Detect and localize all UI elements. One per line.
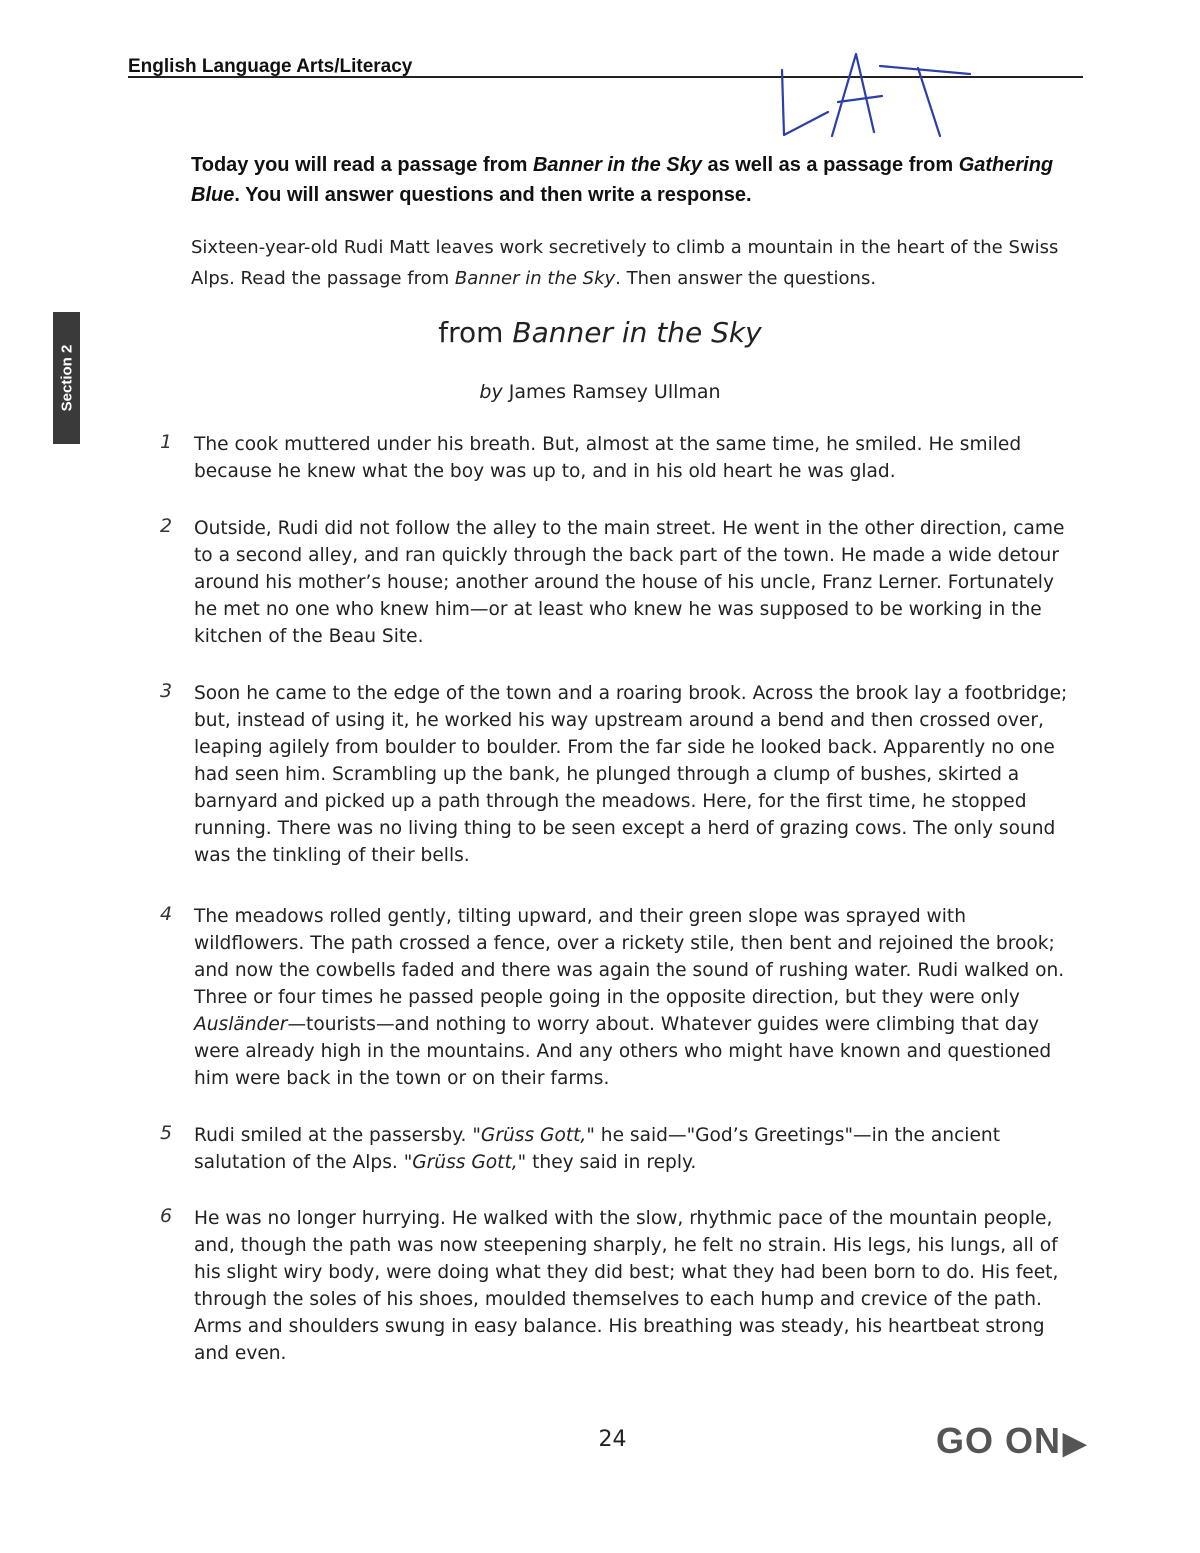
- paragraph-text: [194, 903, 1080, 1092]
- paragraph-text: He was no longer hurrying. He walked with the slow, rhythmic pace of the mountain people, and, though the path was now steepening sharply, he felt no strain. His legs, his lungs, all of his slight wiry body, were doing what they did best; what they had been born to do. His feet, through the soles of his shoes, moulded themselves to each hump and crevice of the path. Arms and shoulders swung in easy balance. His breathing was steady, his heartbeat strong and even.: [194, 1208, 1059, 1364]
- paragraph-4: [160, 903, 1080, 1092]
- paragraph-2: [160, 515, 1080, 650]
- instructions-summary: [191, 232, 1071, 294]
- page-header-title: English Language Arts/Literacy: [128, 56, 413, 77]
- passage-title-italic: Banner in the Sky: [512, 316, 762, 349]
- paragraph-text-part: The meadows rolled gently, tilting upward, and their green slope was sprayed with wildflowers. The path crossed a fence, over a rickety stile, then bent and rejoined the brook; and now the cowbells faded and there was again the sound of rushing water. Rudi walked on. Three or four times he passed people going in the opposite direction, but they were only: [194, 906, 1065, 1008]
- intro-bold-title-1: Banner in the Sky: [532, 154, 702, 176]
- passage-title: [0, 316, 1200, 349]
- paragraph-number: 3: [160, 680, 173, 702]
- intro-bold-text: Today you will read a passage from: [191, 154, 533, 176]
- go-on-label: GO ON: [936, 1420, 1062, 1461]
- play-triangle-icon: ▶: [1063, 1427, 1088, 1460]
- byline-author: James Ramsey Ullman: [502, 381, 721, 403]
- intro-text: Sixteen-year-old Rudi Matt leaves work secretively to climb a mountain in the heart of the Swiss Alps. Read the passage from: [191, 237, 1059, 289]
- paragraph-text-part: " they said in reply.: [517, 1152, 697, 1173]
- paragraph-1: [160, 431, 1080, 485]
- intro-bold-text: . You will answer questions and then write a response.: [234, 184, 752, 206]
- paragraph-text: Soon he came to the edge of the town and a roaring brook. Across the brook lay a footbridge; but, instead of using it, he worked his way upstream around a bend and then crossed over, leaping agilely from boulder to boulder. From the far side he looked back. Apparently no one had seen him. Scrambling up the bank, he plunged through a clump of bushes, skirted a barnyard and picked up a path through the meadows. Here, for the first time, he stopped running. There was no living thing to be seen except a herd of grazing cows. The only sound was the tinkling of their bells.: [194, 683, 1068, 866]
- paragraph-number: 2: [160, 515, 173, 537]
- paragraph-5: [160, 1122, 1080, 1176]
- paragraph-text: Outside, Rudi did not follow the alley to the main street. He went in the other direction, came to a second alley, and ran quickly through the back part of the town. He made a wide detour around his mother’s house; another around the house of his uncle, Franz Lerner. Fortunately he met no one who knew him—or at least who knew he was supposed to be working in the kitchen of the Beau Site.: [194, 518, 1065, 647]
- paragraph-text-part: Rudi smiled at the passersby. ": [194, 1125, 481, 1146]
- handwritten-annotation: [770, 40, 980, 150]
- paragraph-italic-word: Ausländer: [194, 1014, 288, 1035]
- section-tab-label: Section 2: [58, 344, 75, 412]
- paragraph-number: 4: [160, 903, 173, 925]
- paragraph-number: 1: [160, 431, 173, 453]
- intro-bold-text: as well as a passage from: [701, 154, 959, 176]
- paragraph-3: [160, 680, 1080, 869]
- paragraph-number: 6: [160, 1205, 173, 1227]
- byline-by: by: [479, 381, 503, 403]
- paragraph-text-part: " he said—"God’s Greetings"—in the ancient salutation of the Alps. ": [194, 1125, 1000, 1173]
- paragraph-number: 5: [160, 1122, 173, 1144]
- intro-text: . Then answer the questions.: [615, 268, 877, 289]
- page-number: 24: [598, 1427, 627, 1452]
- go-on-indicator: [936, 1420, 1087, 1462]
- paragraph-text: The cook muttered under his breath. But, almost at the same time, he smiled. He smiled because he knew what the boy was up to, and in his old heart he was glad.: [194, 434, 1022, 482]
- paragraph-italic-word: Grüss Gott,: [412, 1152, 518, 1173]
- paragraph-6: [160, 1205, 1080, 1367]
- paragraph-text: [194, 1122, 1080, 1176]
- byline: [0, 381, 1200, 403]
- paragraph-italic-word: Grüss Gott,: [480, 1125, 587, 1146]
- paragraph-text-part: —tourists—and nothing to worry about. Whatever guides were climbing that day were already high in the mountains. And any others who might have known and questioned him were back in the town or on their farms.: [194, 1014, 1052, 1089]
- passage-title-prefix: from: [438, 316, 513, 349]
- intro-bold-title-2: Gathering Blue: [191, 154, 1054, 206]
- instructions-bold: [191, 150, 1071, 210]
- intro-title: Banner in the Sky: [454, 268, 616, 289]
